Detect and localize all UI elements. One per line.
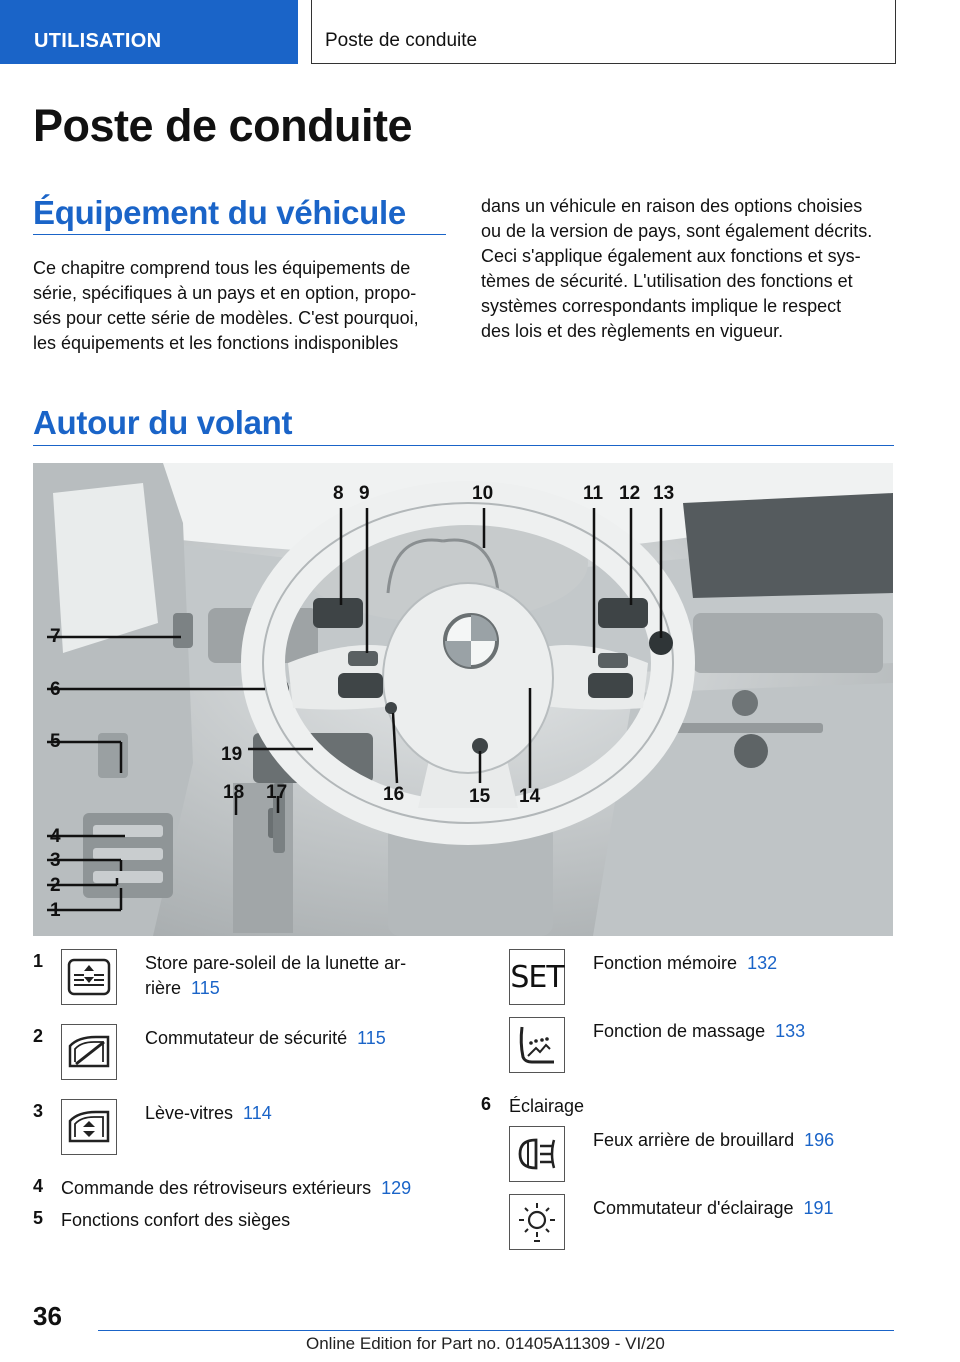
callout-9: 9 — [359, 483, 370, 504]
callout-18: 18 — [223, 782, 245, 803]
page-ref-link[interactable]: 115 — [357, 1028, 386, 1048]
rear-fog-light-icon — [509, 1126, 565, 1182]
page-number: 36 — [33, 1301, 62, 1331]
callout-11: 11 — [583, 483, 604, 504]
callout-5: 5 — [50, 731, 61, 752]
set-icon-label: SET — [510, 959, 564, 995]
page-ref-link[interactable]: 114 — [243, 1103, 272, 1123]
intro-line: dans un véhicule en raison des options choisies — [481, 196, 863, 216]
intro-line: série, spécifiques à un pays et en option, propo- — [33, 283, 417, 303]
callout-3: 3 — [50, 850, 61, 871]
page-ref-link[interactable]: 132 — [747, 953, 778, 973]
callout-15: 15 — [469, 786, 491, 807]
legend-text-line: Commutateur de sécurité — [145, 1028, 348, 1048]
intro-line: des lois et des règlements en vigueur. — [481, 321, 784, 341]
legend-item-light-switch — [593, 1196, 834, 1221]
section-tab: UTILISATION — [0, 0, 298, 64]
power-window-icon — [61, 1099, 117, 1155]
legend-text-line: Feux arrière de brouillard — [593, 1130, 795, 1150]
legend-text-line: Fonction de massage — [593, 1021, 766, 1041]
callout-10: 10 — [472, 483, 494, 504]
equipment-intro-col1 — [33, 256, 419, 356]
legend-number: 6 — [481, 1094, 492, 1114]
legend-text-line: Éclairage — [509, 1096, 585, 1116]
legend-item-3 — [145, 1101, 272, 1126]
legend-item-memory — [593, 951, 777, 976]
callout-2: 2 — [50, 875, 61, 896]
callout-8: 8 — [333, 483, 344, 504]
wheel-heading: Autour du volant — [33, 404, 293, 441]
legend-item-6 — [509, 1094, 584, 1119]
callout-1: 1 — [50, 900, 61, 921]
legend-item-4 — [61, 1176, 411, 1201]
legend-item-1 — [145, 951, 406, 1001]
intro-line: sés pour cette série de modèles. C'est pourquoi, — [33, 308, 419, 328]
legend-text-line: Lève-vitres — [145, 1103, 234, 1123]
footer-edition: Online Edition for Part no. 01405A11309 - VI/20 — [306, 1334, 665, 1353]
safety-switch-icon — [61, 1024, 117, 1080]
legend-number: 1 — [33, 951, 44, 971]
legend-item-5 — [61, 1208, 290, 1233]
equipment-heading: Équipement du véhicule — [33, 194, 406, 231]
page-title: Poste de conduite — [33, 100, 413, 151]
page-ref-link[interactable]: 115 — [191, 978, 220, 998]
callout-7: 7 — [50, 626, 61, 647]
legend-item-fog — [593, 1128, 834, 1153]
massage-seat-icon — [509, 1017, 565, 1073]
equipment-heading-rule — [33, 234, 446, 235]
intro-line: Ce chapitre comprend tous les équipements de — [33, 258, 411, 278]
legend-text-line: Store pare-soleil de la lunette ar- — [145, 953, 407, 973]
legend-text-line: Fonction mémoire — [593, 953, 738, 973]
legend-text-line: Commutateur d'éclairage — [593, 1198, 794, 1218]
wheel-heading-rule — [33, 445, 894, 446]
legend-text-line: rière — [145, 978, 182, 998]
callout-labels — [33, 463, 893, 936]
page-ref-link[interactable]: 133 — [775, 1021, 806, 1041]
cockpit-illustration — [33, 463, 893, 936]
callout-16: 16 — [383, 784, 405, 805]
page-ref-link[interactable]: 196 — [804, 1130, 835, 1150]
intro-line: tèmes de sécurité. L'utilisation des fonctions et — [481, 271, 853, 291]
callout-6: 6 — [50, 679, 61, 700]
intro-line: systèmes correspondants implique le respect — [481, 296, 842, 316]
legend-number: 2 — [33, 1026, 44, 1046]
legend-number: 5 — [33, 1208, 44, 1228]
callout-19: 19 — [221, 744, 243, 765]
legend-number: 3 — [33, 1101, 44, 1121]
legend-text-line: Fonctions confort des sièges — [61, 1210, 291, 1230]
legend-item-massage — [593, 1019, 805, 1044]
intro-line: Ceci s'applique également aux fonctions et sys- — [481, 246, 861, 266]
page-ref-link[interactable]: 191 — [803, 1198, 834, 1218]
legend-item-2 — [145, 1026, 386, 1051]
page-ref-link[interactable]: 129 — [381, 1178, 412, 1198]
legend-number: 4 — [33, 1176, 44, 1196]
footer-rule — [98, 1330, 894, 1331]
callout-14: 14 — [519, 786, 541, 807]
intro-line: les équipements et les fonctions indisponibles — [33, 333, 399, 353]
memory-set-icon — [509, 949, 565, 1005]
callout-4: 4 — [50, 826, 61, 847]
equipment-intro-col2 — [481, 194, 872, 344]
callout-17: 17 — [266, 782, 288, 803]
light-switch-icon — [509, 1194, 565, 1250]
rear-sunblind-icon — [61, 949, 117, 1005]
callout-12: 12 — [619, 483, 641, 504]
header-chapter-title: Poste de conduite — [311, 0, 896, 64]
legend-text-line: Commande des rétroviseurs extérieurs — [61, 1178, 372, 1198]
callout-13: 13 — [653, 483, 675, 504]
intro-line: ou de la version de pays, sont également décrits. — [481, 221, 873, 241]
